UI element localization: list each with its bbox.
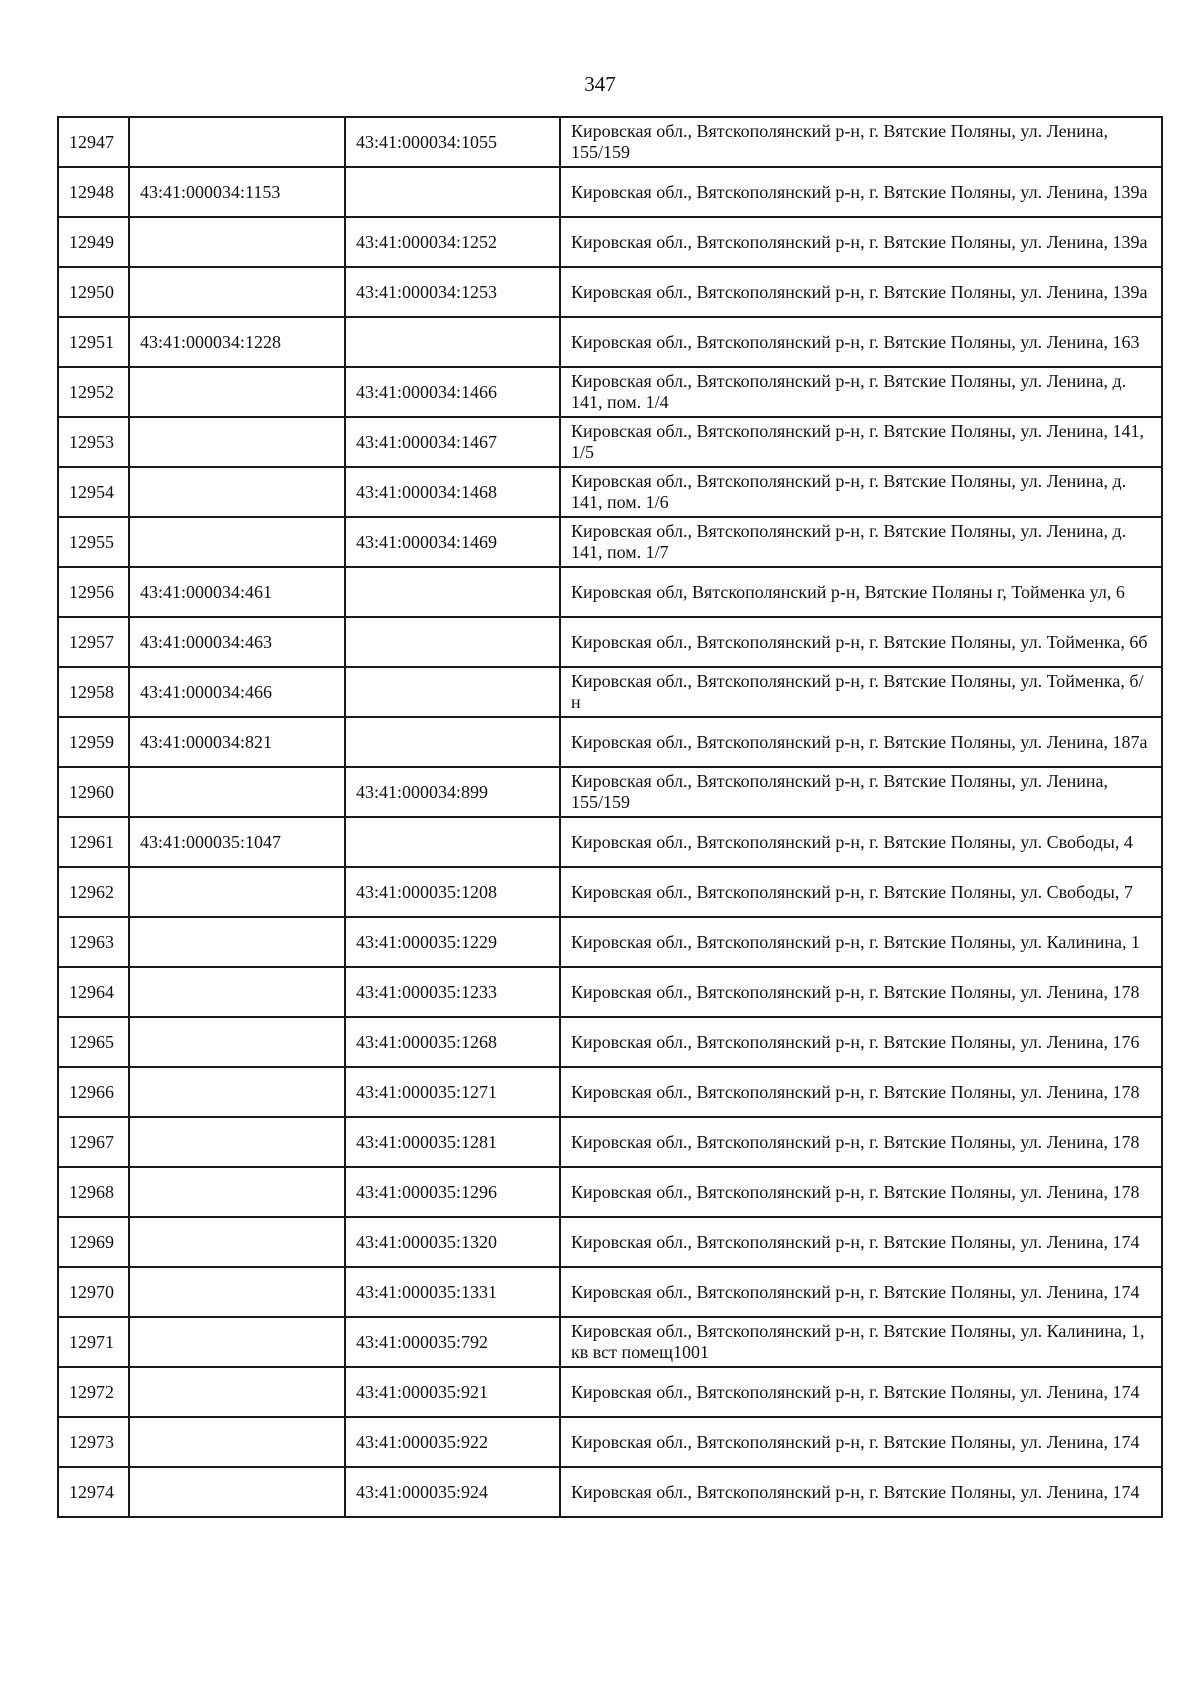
address-cell: Кировская обл., Вятскополянский р-н, г. Вятские Поляны, ул. Тойменка, 6б [560,617,1162,667]
table-row [58,1267,1162,1317]
row-number-cell: 12955 [58,517,129,567]
object-cadastral-number-cell: 43:41:000035:922 [345,1417,560,1467]
row-number-cell: 12958 [58,667,129,717]
land-cadastral-number-cell: 43:41:000034:1153 [129,167,345,217]
row-number-cell: 12947 [58,117,129,167]
address-cell: Кировская обл., Вятскополянский р-н, г. Вятские Поляны, ул. Ленина, д. 141, пом. 1/4 [560,367,1162,417]
table-row [58,317,1162,367]
table-row [58,867,1162,917]
address-cell: Кировская обл., Вятскополянский р-н, г. Вятские Поляны, ул. Калинина, 1 [560,917,1162,967]
address-cell: Кировская обл., Вятскополянский р-н, г. Вятские Поляны, ул. Ленина, 174 [560,1217,1162,1267]
object-cadastral-number-cell: 43:41:000034:1469 [345,517,560,567]
table-row [58,667,1162,717]
row-number-cell: 12951 [58,317,129,367]
object-cadastral-number-cell [345,617,560,667]
table-row [58,1317,1162,1367]
table-row [58,1217,1162,1267]
row-number-cell: 12964 [58,967,129,1017]
row-number-cell: 12952 [58,367,129,417]
table-row [58,117,1162,167]
object-cadastral-number-cell: 43:41:000035:1208 [345,867,560,917]
object-cadastral-number-cell: 43:41:000035:1331 [345,1267,560,1317]
row-number-cell: 12962 [58,867,129,917]
address-cell: Кировская обл., Вятскополянский р-н, г. Вятские Поляны, ул. Ленина, 178 [560,1117,1162,1167]
land-cadastral-number-cell [129,1317,345,1367]
address-cell: Кировская обл., Вятскополянский р-н, г. Вятские Поляны, ул. Ленина, д. 141, пом. 1/6 [560,467,1162,517]
row-number-cell: 12965 [58,1017,129,1067]
table-row [58,967,1162,1017]
row-number-cell: 12970 [58,1267,129,1317]
table-row [58,1467,1162,1517]
table-row [58,1017,1162,1067]
land-cadastral-number-cell [129,1367,345,1417]
table-row [58,517,1162,567]
object-cadastral-number-cell: 43:41:000034:1253 [345,267,560,317]
row-number-cell: 12973 [58,1417,129,1467]
land-cadastral-number-cell [129,217,345,267]
table-row [58,1367,1162,1417]
object-cadastral-number-cell: 43:41:000034:1252 [345,217,560,267]
object-cadastral-number-cell: 43:41:000035:1229 [345,917,560,967]
object-cadastral-number-cell: 43:41:000035:1296 [345,1167,560,1217]
land-cadastral-number-cell [129,967,345,1017]
land-cadastral-number-cell: 43:41:000035:1047 [129,817,345,867]
row-number-cell: 12953 [58,417,129,467]
table-row [58,1067,1162,1117]
registry-table [57,116,1163,1518]
object-cadastral-number-cell: 43:41:000035:924 [345,1467,560,1517]
object-cadastral-number-cell: 43:41:000035:1271 [345,1067,560,1117]
land-cadastral-number-cell [129,767,345,817]
object-cadastral-number-cell [345,167,560,217]
address-cell: Кировская обл., Вятскополянский р-н, г. Вятские Поляны, ул. Ленина, 174 [560,1417,1162,1467]
row-number-cell: 12960 [58,767,129,817]
table-row [58,217,1162,267]
land-cadastral-number-cell [129,1417,345,1467]
table-row [58,1417,1162,1467]
address-cell: Кировская обл., Вятскополянский р-н, г. Вятские Поляны, ул. Ленина, 155/159 [560,117,1162,167]
row-number-cell: 12954 [58,467,129,517]
address-cell: Кировская обл., Вятскополянский р-н, г. Вятские Поляны, ул. Свободы, 4 [560,817,1162,867]
object-cadastral-number-cell: 43:41:000035:921 [345,1367,560,1417]
object-cadastral-number-cell: 43:41:000035:792 [345,1317,560,1367]
address-cell: Кировская обл., Вятскополянский р-н, г. Вятские Поляны, ул. Ленина, 174 [560,1467,1162,1517]
object-cadastral-number-cell: 43:41:000034:1466 [345,367,560,417]
address-cell: Кировская обл., Вятскополянский р-н, г. Вятские Поляны, ул. Ленина, 155/159 [560,767,1162,817]
row-number-cell: 12974 [58,1467,129,1517]
address-cell: Кировская обл., Вятскополянский р-н, г. Вятские Поляны, ул. Ленина, 178 [560,967,1162,1017]
table-row [58,917,1162,967]
row-number-cell: 12972 [58,1367,129,1417]
address-cell: Кировская обл., Вятскополянский р-н, г. Вятские Поляны, ул. Тойменка, б/н [560,667,1162,717]
land-cadastral-number-cell [129,267,345,317]
row-number-cell: 12961 [58,817,129,867]
row-number-cell: 12969 [58,1217,129,1267]
land-cadastral-number-cell [129,1267,345,1317]
land-cadastral-number-cell [129,1467,345,1517]
object-cadastral-number-cell: 43:41:000034:1055 [345,117,560,167]
object-cadastral-number-cell: 43:41:000035:1268 [345,1017,560,1067]
table-row [58,367,1162,417]
row-number-cell: 12950 [58,267,129,317]
land-cadastral-number-cell [129,1017,345,1067]
object-cadastral-number-cell [345,667,560,717]
object-cadastral-number-cell: 43:41:000035:1320 [345,1217,560,1267]
row-number-cell: 12967 [58,1117,129,1167]
land-cadastral-number-cell [129,1217,345,1267]
object-cadastral-number-cell: 43:41:000035:1233 [345,967,560,1017]
land-cadastral-number-cell: 43:41:000034:463 [129,617,345,667]
land-cadastral-number-cell [129,1167,345,1217]
table-row [58,617,1162,667]
address-cell: Кировская обл., Вятскополянский р-н, г. Вятские Поляны, ул. Ленина, 163 [560,317,1162,367]
address-cell: Кировская обл., Вятскополянский р-н, г. Вятские Поляны, ул. Калинина, 1, кв вст помещ1001 [560,1317,1162,1367]
object-cadastral-number-cell: 43:41:000035:1281 [345,1117,560,1167]
table-row [58,417,1162,467]
land-cadastral-number-cell: 43:41:000034:466 [129,667,345,717]
table-row [58,267,1162,317]
land-cadastral-number-cell [129,367,345,417]
land-cadastral-number-cell [129,917,345,967]
table-row [58,1167,1162,1217]
row-number-cell: 12971 [58,1317,129,1367]
address-cell: Кировская обл., Вятскополянский р-н, г. Вятские Поляны, ул. Ленина, 178 [560,1067,1162,1117]
table-row [58,167,1162,217]
row-number-cell: 12968 [58,1167,129,1217]
address-cell: Кировская обл., Вятскополянский р-н, г. Вятские Поляны, ул. Свободы, 7 [560,867,1162,917]
address-cell: Кировская обл., Вятскополянский р-н, г. Вятские Поляны, ул. Ленина, д. 141, пом. 1/7 [560,517,1162,567]
address-cell: Кировская обл., Вятскополянский р-н, г. Вятские Поляны, ул. Ленина, 139а [560,167,1162,217]
land-cadastral-number-cell [129,417,345,467]
object-cadastral-number-cell [345,317,560,367]
table-row [58,567,1162,617]
registry-table-body [58,117,1162,1517]
address-cell: Кировская обл., Вятскополянский р-н, г. Вятские Поляны, ул. Ленина, 139а [560,267,1162,317]
table-row [58,467,1162,517]
page-number: 347 [584,72,616,96]
address-cell: Кировская обл., Вятскополянский р-н, г. Вятские Поляны, ул. Ленина, 141, 1/5 [560,417,1162,467]
land-cadastral-number-cell [129,467,345,517]
row-number-cell: 12948 [58,167,129,217]
address-cell: Кировская обл., Вятскополянский р-н, г. Вятские Поляны, ул. Ленина, 139а [560,217,1162,267]
table-row [58,717,1162,767]
object-cadastral-number-cell [345,567,560,617]
address-cell: Кировская обл, Вятскополянский р-н, Вятские Поляны г, Тойменка ул, 6 [560,567,1162,617]
land-cadastral-number-cell [129,867,345,917]
address-cell: Кировская обл., Вятскополянский р-н, г. Вятские Поляны, ул. Ленина, 174 [560,1267,1162,1317]
table-row [58,817,1162,867]
table-row [58,1117,1162,1167]
row-number-cell: 12949 [58,217,129,267]
land-cadastral-number-cell: 43:41:000034:461 [129,567,345,617]
land-cadastral-number-cell [129,1067,345,1117]
land-cadastral-number-cell [129,1117,345,1167]
table-row [58,767,1162,817]
land-cadastral-number-cell [129,517,345,567]
object-cadastral-number-cell [345,717,560,767]
row-number-cell: 12956 [58,567,129,617]
address-cell: Кировская обл., Вятскополянский р-н, г. Вятские Поляны, ул. Ленина, 187а [560,717,1162,767]
object-cadastral-number-cell: 43:41:000034:1468 [345,467,560,517]
row-number-cell: 12966 [58,1067,129,1117]
address-cell: Кировская обл., Вятскополянский р-н, г. Вятские Поляны, ул. Ленина, 178 [560,1167,1162,1217]
object-cadastral-number-cell [345,817,560,867]
land-cadastral-number-cell: 43:41:000034:821 [129,717,345,767]
address-cell: Кировская обл., Вятскополянский р-н, г. Вятские Поляны, ул. Ленина, 174 [560,1367,1162,1417]
row-number-cell: 12959 [58,717,129,767]
land-cadastral-number-cell [129,117,345,167]
land-cadastral-number-cell: 43:41:000034:1228 [129,317,345,367]
row-number-cell: 12957 [58,617,129,667]
address-cell: Кировская обл., Вятскополянский р-н, г. Вятские Поляны, ул. Ленина, 176 [560,1017,1162,1067]
object-cadastral-number-cell: 43:41:000034:899 [345,767,560,817]
object-cadastral-number-cell: 43:41:000034:1467 [345,417,560,467]
row-number-cell: 12963 [58,917,129,967]
